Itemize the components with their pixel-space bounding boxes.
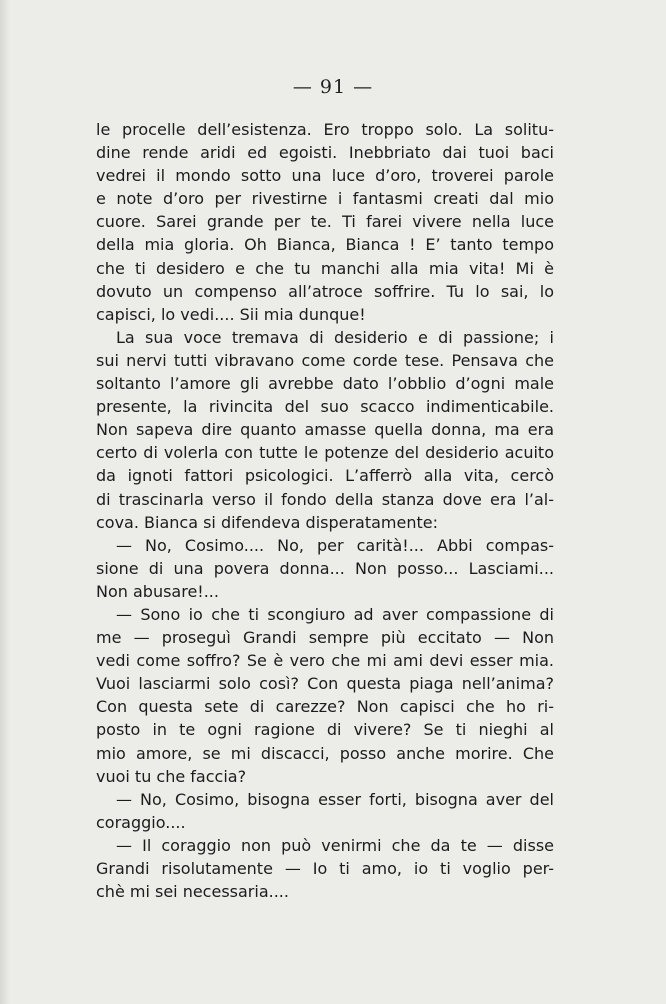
- text-line: le procelle dell’esistenza. Ero troppo solo. La solitu-: [96, 120, 554, 139]
- text-line: sione di una povera donna... Non posso... Lasciami...: [96, 558, 554, 578]
- text-line: dine rende aridi ed egoisti. Inebbriato dai tuoi baci: [96, 143, 554, 163]
- text-line: chè mi sei necessaria....: [96, 882, 289, 902]
- text-line: coraggio....: [96, 812, 186, 832]
- text-line: capisci, lo vedi.... Sii mia dunque!: [96, 304, 366, 324]
- text-line: della mia gloria. Oh Bianca, Bianca ! E’ tanto tempo: [96, 235, 554, 255]
- text-line: Vuoi lasciarmi solo così? Con questa piaga nell’anima?: [96, 674, 554, 694]
- text-line: La sua voce tremava di desiderio e di passione; i: [116, 327, 554, 347]
- text-line: — Il coraggio non può venirmi che da te — disse: [116, 835, 554, 855]
- body-text: [96, 118, 554, 903]
- text-line: Non sapeva dire quanto amasse quella donna, ma era: [96, 420, 554, 440]
- text-line: — Sono io che ti scongiuro ad aver compassione di: [116, 604, 554, 624]
- page-edge-shadow: [0, 0, 10, 1004]
- text-line: Grandi risolutamente — Io ti amo, io ti voglio per-: [96, 859, 554, 878]
- text-line: Non abusare!...: [96, 581, 219, 601]
- text-line: e note d’oro per rivestirne i fantasmi creati dal mio: [96, 189, 554, 209]
- text-line: me — proseguì Grandi sempre più eccitato — Non: [96, 628, 554, 648]
- text-line: da ignoti fattori psicologici. L’afferrò alla vita, cercò: [96, 466, 554, 486]
- text-line: — No, Cosimo, bisogna esser forti, bisogna aver del: [116, 789, 554, 809]
- text-line: cova. Bianca si difendeva disperatamente:: [96, 512, 439, 532]
- text-line: vedrei il mondo sotto una luce d’oro, troverei parole: [96, 166, 554, 186]
- text-line: cuore. Sarei grande per te. Ti farei vivere nella luce: [96, 212, 554, 232]
- text-line: di trascinarla verso il fondo della stanza dove era l’al-: [96, 489, 554, 509]
- text-line: Con questa sete di carezze? Non capisci che ho ri-: [96, 697, 554, 717]
- text-line: mio amore, se mi discacci, posso anche morire. Che: [96, 743, 554, 763]
- text-line: vuoi tu che faccia?: [96, 766, 247, 786]
- text-line: sui nervi tutti vibravano come corde tese. Pensava che: [96, 350, 554, 370]
- text-line: che ti desidero e che tu manchi alla mia vita! Mi è: [96, 258, 554, 278]
- text-line: certo di volerla con tutte le potenze del desiderio acuito: [96, 443, 554, 463]
- text-line: — No, Cosimo.... No, per carità!... Abbi compas-: [116, 535, 554, 555]
- text-line: soltanto l’amore gli avrebbe dato l’obblio d’ogni male: [96, 374, 554, 394]
- text-line: vedi come soffro? Se è vero che mi ami devi esser mia.: [96, 651, 554, 671]
- text-line: presente, la rivincita del suo scacco indimenticabile.: [96, 397, 554, 417]
- text-line: dovuto un compenso all’atroce soffrire. Tu lo sai, lo: [96, 281, 554, 301]
- text-line: posto in te ogni ragione di vivere? Se ti nieghi al: [96, 720, 554, 740]
- page-number: — 91 —: [292, 76, 374, 98]
